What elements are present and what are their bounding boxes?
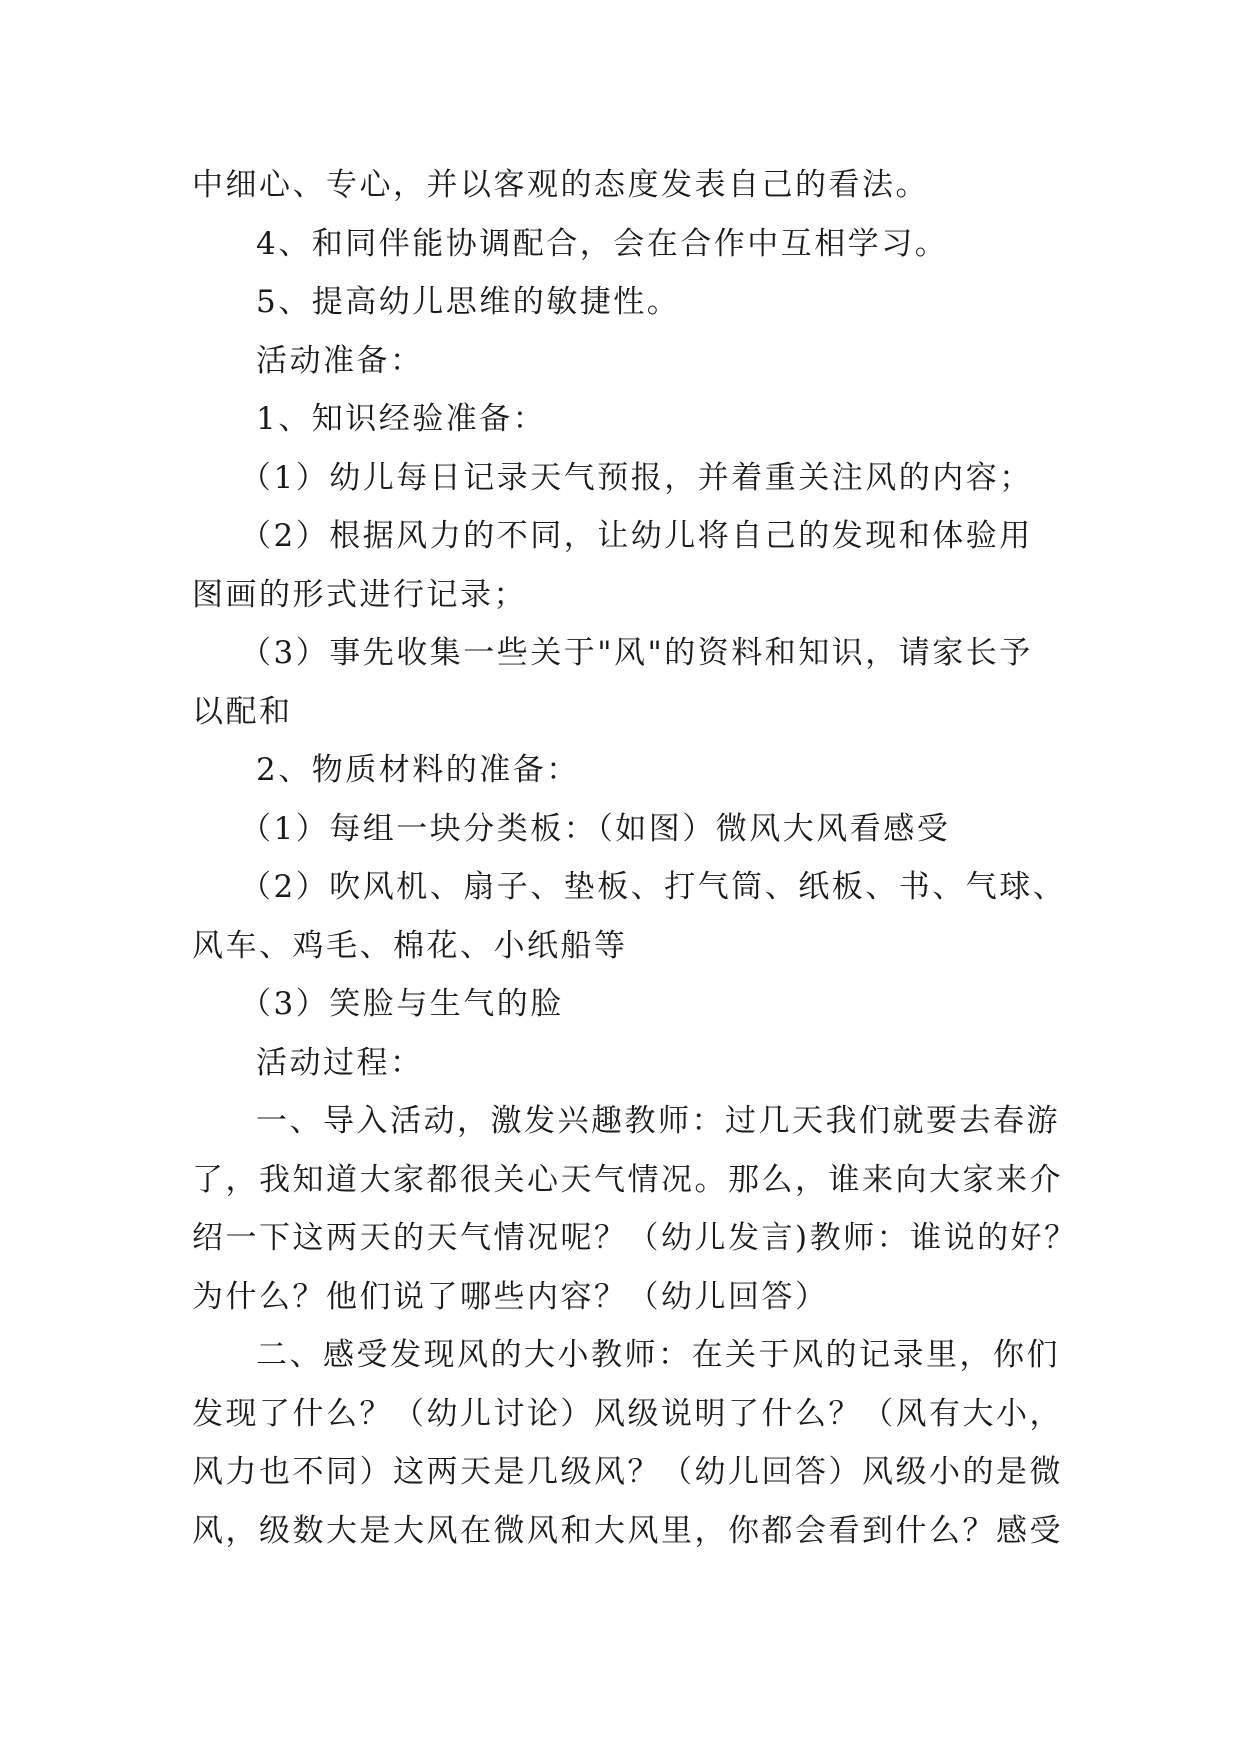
text-line: 以配和 [192, 693, 293, 730]
text-line: （3）笑脸与生气的脸 [240, 986, 564, 1022]
text-line: （1）每组一块分类板：（如图）微风大风看感受 [240, 810, 951, 847]
body-text [192, 156, 1078, 1560]
text-line: （2）根据风力的不同，让幼儿将自己的发现和体验用 [240, 518, 1033, 554]
text-line: 风，级数大是大风在微风和大风里，你都会看到什么？感受 [192, 1512, 1063, 1549]
section-heading: 活动准备： [256, 342, 424, 379]
text-line: 了，我知道大家都很关心天气情况。那么，谁来向大家来介 [192, 1161, 1063, 1198]
text-line: （2）吹风机、扇子、垫板、打气筒、纸板、书、气球、 [240, 869, 1067, 905]
text-line: 风力也不同）这两天是几级风？（幼儿回答）风级小的是微 [192, 1454, 1063, 1490]
section-heading: 活动过程： [256, 1044, 424, 1081]
text-line: （1）幼儿每日记录天气预报，并着重关注风的内容； [240, 459, 1033, 496]
text-line: 中细心、专心，并以客观的态度发表自己的看法。 [192, 167, 929, 203]
text-line: 2、物质材料的准备： [256, 752, 580, 788]
text-line: 为什么？他们说了哪些内容？（幼儿回答） [192, 1278, 829, 1315]
text-line: （3）事先收集一些关于"风"的资料和知识，请家长予 [240, 635, 1033, 671]
text-line: 风车、鸡毛、棉花、小纸船等 [192, 927, 628, 964]
text-line: 1、知识经验准备： [256, 401, 547, 437]
text-line: 二、感受发现风的大小教师：在关于风的记录里，你们 [256, 1337, 1060, 1373]
text-line: 一、导入活动，激发兴趣教师：过几天我们就要去春游 [256, 1103, 1060, 1139]
text-line: 发现了什么？（幼儿讨论）风级说明了什么？（风有大小， [192, 1395, 1063, 1432]
text-line: 绍一下这两天的天气情况呢？（幼儿发言)教师：谁说的好？ [192, 1220, 1078, 1256]
text-line: 5、提高幼儿思维的敏捷性。 [256, 284, 681, 320]
text-line: 图画的形式进行记录； [192, 576, 527, 613]
text-line: 4、和同伴能协调配合，会在合作中互相学习。 [256, 225, 949, 262]
